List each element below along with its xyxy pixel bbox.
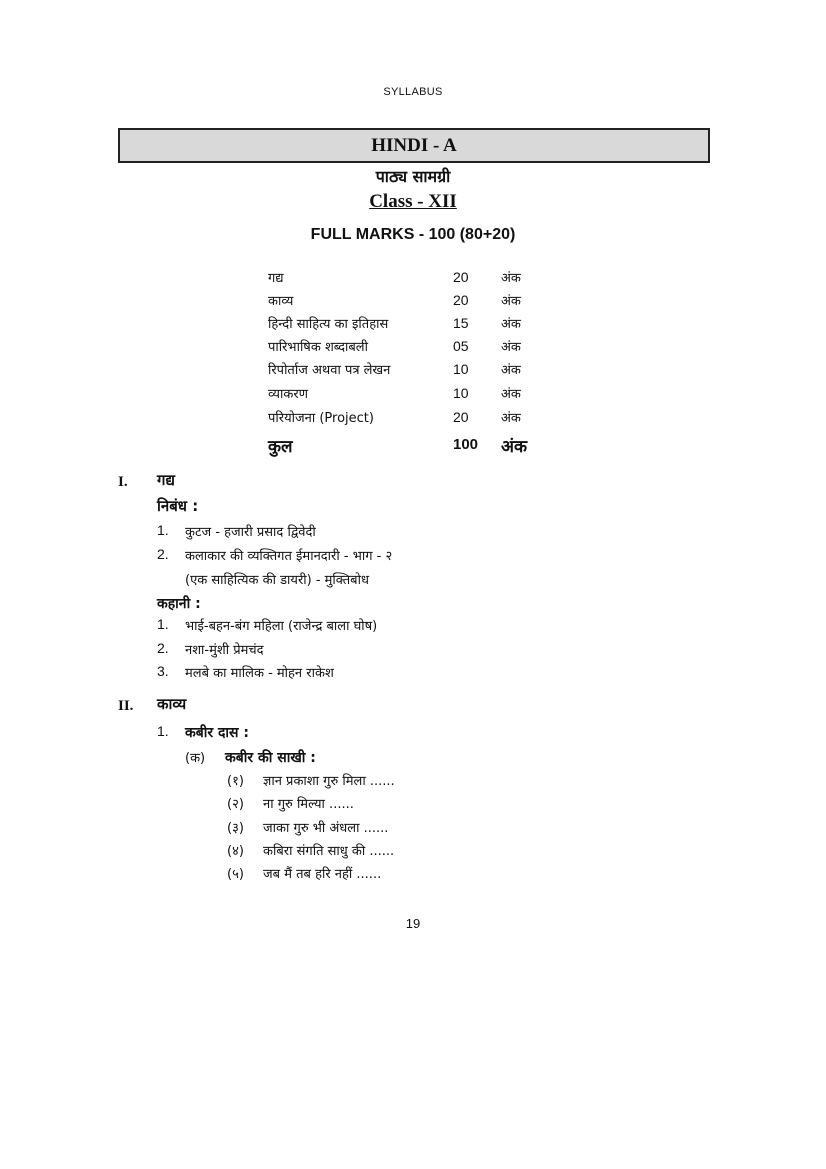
marks-row-value: 20 [453, 269, 469, 285]
stories-heading: कहानी : [157, 596, 201, 612]
story-item-text: भाई-बहन-बंग महिला (राजेन्द्र बाला घोष) [185, 619, 378, 634]
item-number: 1. [157, 723, 169, 739]
marks-total-unit: अंक [501, 437, 528, 457]
page-header: SYLLABUS [383, 86, 443, 98]
marks-row-unit: अंक [501, 411, 521, 426]
marks-row [268, 291, 568, 313]
list-item [157, 640, 169, 657]
marks-row-unit: अंक [501, 271, 521, 286]
marks-row-unit: अंक [501, 317, 521, 332]
marks-total-row [268, 434, 568, 456]
section-1-heading: गद्य [157, 471, 175, 489]
marks-total-value: 100 [453, 436, 479, 453]
item-number: 3. [157, 663, 169, 679]
verse-number: (३) [227, 821, 244, 836]
story-item-text: मलबे का मालिक - मोहन राकेश [185, 666, 334, 681]
sub-label: (क) [185, 751, 206, 766]
item-number: 2. [157, 546, 169, 562]
marks-row-unit: अंक [501, 294, 521, 309]
section-2-heading: काव्य [157, 695, 187, 713]
verse-number: (१) [227, 774, 244, 789]
marks-row [268, 314, 568, 336]
poet-name: कबीर दास : [185, 725, 249, 741]
verse-text: कबिरा संगति साधु की ...... [263, 844, 395, 859]
marks-row [268, 384, 568, 406]
marks-row [268, 337, 568, 359]
marks-row-name: परियोजना (Project) [268, 411, 374, 426]
essay-continuation: (एक साहित्यिक की डायरी) - मुक्तिबोध [185, 573, 369, 588]
marks-row-value: 20 [453, 292, 469, 308]
item-number: 2. [157, 640, 169, 656]
section-1-numeral: I. [118, 474, 128, 490]
verse-text: ना गुरु मिल्या ...... [263, 797, 354, 812]
page-number: 19 [405, 916, 421, 931]
class-label: Class - XII [369, 191, 457, 212]
verse-number: (५) [227, 867, 244, 882]
marks-row [268, 360, 568, 382]
full-marks: FULL MARKS - 100 (80+20) [310, 226, 516, 243]
marks-row-name: हिन्दी साहित्य का इतिहास [268, 317, 389, 332]
verse-text: जब मैं तब हरि नहीं ...... [263, 867, 382, 882]
verse-text: ज्ञान प्रकाशा गुरु मिला ...... [263, 774, 395, 789]
marks-row-unit: अंक [501, 340, 521, 355]
marks-row-value: 10 [453, 361, 469, 377]
marks-row [268, 268, 568, 290]
subject-title-box [118, 128, 710, 163]
marks-row-unit: अंक [501, 363, 521, 378]
subtitle: पाठ्य सामग्री [375, 167, 451, 186]
marks-row-name: रिपोर्ताज अथवा पत्र लेखन [268, 363, 391, 378]
marks-row-name: काव्य [268, 294, 294, 309]
essay-item-text: कलाकार की व्यक्तिगत ईमानदारी - भाग - २ [185, 549, 393, 564]
list-item [157, 546, 169, 563]
list-item [157, 616, 169, 633]
verse-number: (४) [227, 844, 244, 859]
marks-row-name: पारिभाषिक शब्दाबली [268, 340, 368, 355]
marks-row [268, 408, 568, 430]
sub-title: कबीर की साखी : [225, 750, 316, 766]
item-number: 1. [157, 522, 169, 538]
list-item [157, 723, 169, 740]
marks-row-name: व्याकरण [268, 387, 309, 402]
item-number: 1. [157, 616, 169, 632]
marks-row-value: 15 [453, 315, 469, 331]
marks-row-value: 05 [453, 338, 469, 354]
marks-total-name: कुल [268, 437, 293, 457]
section-2-numeral: II. [118, 698, 134, 714]
story-item-text: नशा-मुंशी प्रेमचंद [185, 643, 264, 658]
verse-number: (२) [227, 797, 244, 812]
marks-row-value: 10 [453, 385, 469, 401]
essay-item-text: कुटज - हजारी प्रसाद द्विवेदी [185, 525, 316, 540]
list-item [157, 522, 169, 539]
verse-text: जाका गुरु भी अंधला ...... [263, 821, 389, 836]
marks-row-name: गद्य [268, 271, 284, 286]
marks-row-value: 20 [453, 409, 469, 425]
essays-heading: निबंध : [157, 497, 199, 515]
subject-title: HINDI - A [371, 134, 457, 156]
marks-row-unit: अंक [501, 387, 521, 402]
list-item [157, 663, 169, 680]
